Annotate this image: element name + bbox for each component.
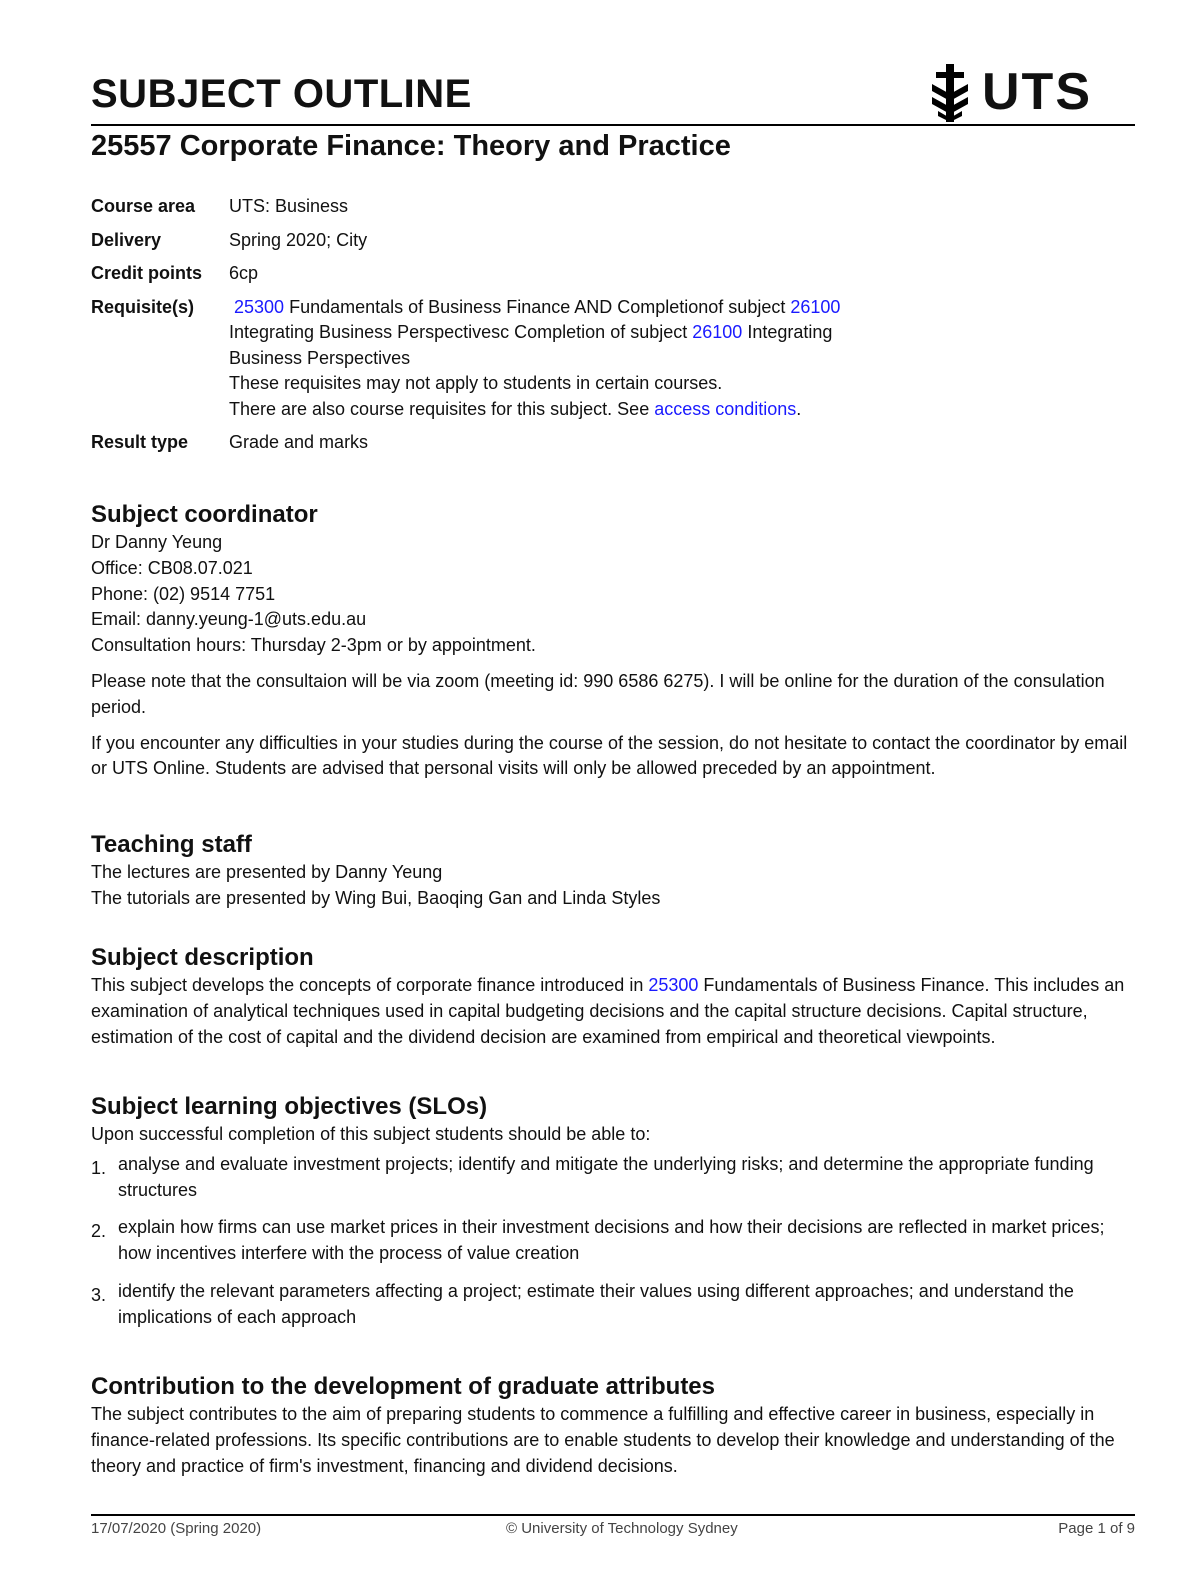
slo-list [91, 1152, 1135, 1331]
coordinator-section [91, 500, 1135, 782]
course-area-value: UTS: Business [229, 196, 349, 216]
subject-title: 25557 Corporate Finance: Theory and Practice [91, 130, 731, 162]
requisite-link-26100[interactable]: 26100 [790, 296, 841, 317]
course-area-row [91, 194, 949, 220]
result-type-row [91, 430, 949, 456]
slo-text: analyse and evaluate investment projects; identify and mitigate the underlying risks; and determine the appropriate funding structures [118, 1153, 1094, 1200]
description-link-25300[interactable]: 25300 [648, 975, 699, 995]
coordinator-heading: Subject coordinator [91, 501, 318, 528]
requisite-text: Integrating [742, 322, 833, 342]
requisite-link-25300[interactable]: 25300 [234, 296, 285, 317]
requisite-note: These requisites may not apply to students in certain courses. [229, 373, 723, 393]
slo-intro: Upon successful completion of this subject students should be able to: [91, 1124, 651, 1144]
delivery-label: Delivery [91, 229, 162, 250]
delivery-row [91, 228, 949, 254]
footer-divider [91, 1514, 1135, 1516]
teaching-heading: Teaching staff [91, 831, 252, 858]
coordinator-phone: Phone: (02) 9514 7751 [91, 583, 276, 604]
description-heading: Subject description [91, 944, 314, 971]
uts-logo [930, 64, 1100, 124]
header-divider [91, 124, 1135, 126]
course-area-label: Course area [91, 196, 196, 216]
footer-date: 17/07/2020 (Spring 2020) [91, 1520, 262, 1537]
slo-number: 1. [91, 1157, 107, 1178]
document-title: SUBJECT OUTLINE [91, 72, 472, 116]
graduate-attributes-text: The subject contributes to the aim of preparing students to commence a fulfilling and effective career in business, especially in finance-related professions. Its specific contributions are to enable students to develop their knowledge and understanding of the theory and practice of firm's investment, financing and dividend decisions. [91, 1404, 1115, 1476]
requisite-text: Integrating Business Perspectivesc Completion of subject [229, 322, 693, 342]
result-type-label: Result type [91, 432, 189, 452]
requisites-value [229, 295, 949, 423]
slo-item [91, 1279, 1135, 1331]
description-text: This subject develops the concepts of corporate finance introduced in 25300 Fundamentals of Business Finance. This includes an examination of analytical techniques used in capital budgeting decisions and the capital structure decisions. Capital structure, estimation of the cost of capital and the dividend decision are examined from empirical and theoretical viewpoints. [91, 975, 1125, 1047]
subject-details [91, 194, 949, 464]
slo-item [91, 1215, 1135, 1267]
lecturer-line: The lectures are presented by Danny Yeung [91, 862, 443, 882]
delivery-value: Spring 2020; City [229, 229, 368, 250]
graduate-attributes-heading: Contribution to the development of graduate attributes [91, 1373, 715, 1400]
slo-heading: Subject learning objectives (SLOs) [91, 1093, 488, 1120]
footer-copyright: © University of Technology Sydney [506, 1520, 738, 1537]
requisite-text: . [796, 398, 802, 419]
contact-note: If you encounter any difficulties in your studies during the course of the session, do not hesitate to contact the coordinator by email or UTS Online. Students are advised that personal visits will only be allowed preceded by an appointment. [91, 732, 1128, 779]
coordinator-email: Email: danny.yeung-1@uts.edu.au [91, 609, 367, 630]
requisite-note: There are also course requisites for this subject. See [229, 398, 655, 419]
requisite-text: Fundamentals of Business Finance AND Completionof subject [284, 296, 791, 317]
requisite-text: Business Perspectives [229, 347, 411, 368]
coordinator-hours: Consultation hours: Thursday 2-3pm or by appointment. [91, 635, 536, 656]
teaching-section [91, 830, 1135, 912]
description-section [91, 943, 1135, 1050]
coordinator-office: Office: CB08.07.021 [91, 557, 253, 578]
credit-points-label: Credit points [91, 263, 202, 283]
slo-number: 3. [91, 1284, 107, 1305]
credit-points-row [91, 261, 949, 287]
slo-text: explain how firms can use market prices in their investment decisions and how their decisions are reflected in market prices; how incentives interfere with the process of value creation [118, 1217, 1105, 1264]
access-conditions-link[interactable]: access conditions [654, 398, 797, 419]
coordinator-name: Dr Danny Yeung [91, 532, 223, 552]
slo-number: 2. [91, 1221, 107, 1242]
requisites-row [91, 295, 949, 423]
footer-page-number: Page 1 of 9 [1058, 1520, 1135, 1537]
consultation-note: Please note that the consultaion will be via zoom (meeting id: 990 6586 6275). I will be online for the duration of the consulation period. [91, 670, 1105, 717]
tutors-line: The tutorials are presented by Wing Bui, Baoqing Gan and Linda Styles [91, 887, 661, 908]
result-type-value: Grade and marks [229, 432, 369, 452]
requisite-link-26100-second[interactable]: 26100 [692, 322, 743, 342]
slo-text: identify the relevant parameters affecting a project; estimate their values using different approaches; and understand the implications of each approach [118, 1280, 1074, 1327]
credit-points-value: 6cp [229, 263, 259, 283]
graduate-attributes-section [91, 1372, 1135, 1479]
slo-item [91, 1152, 1135, 1204]
uts-wordmark: UTS [982, 63, 1092, 121]
requisites-label: Requisite(s) [91, 296, 195, 317]
uts-crest-icon [930, 64, 970, 122]
slo-section [91, 1092, 1135, 1343]
